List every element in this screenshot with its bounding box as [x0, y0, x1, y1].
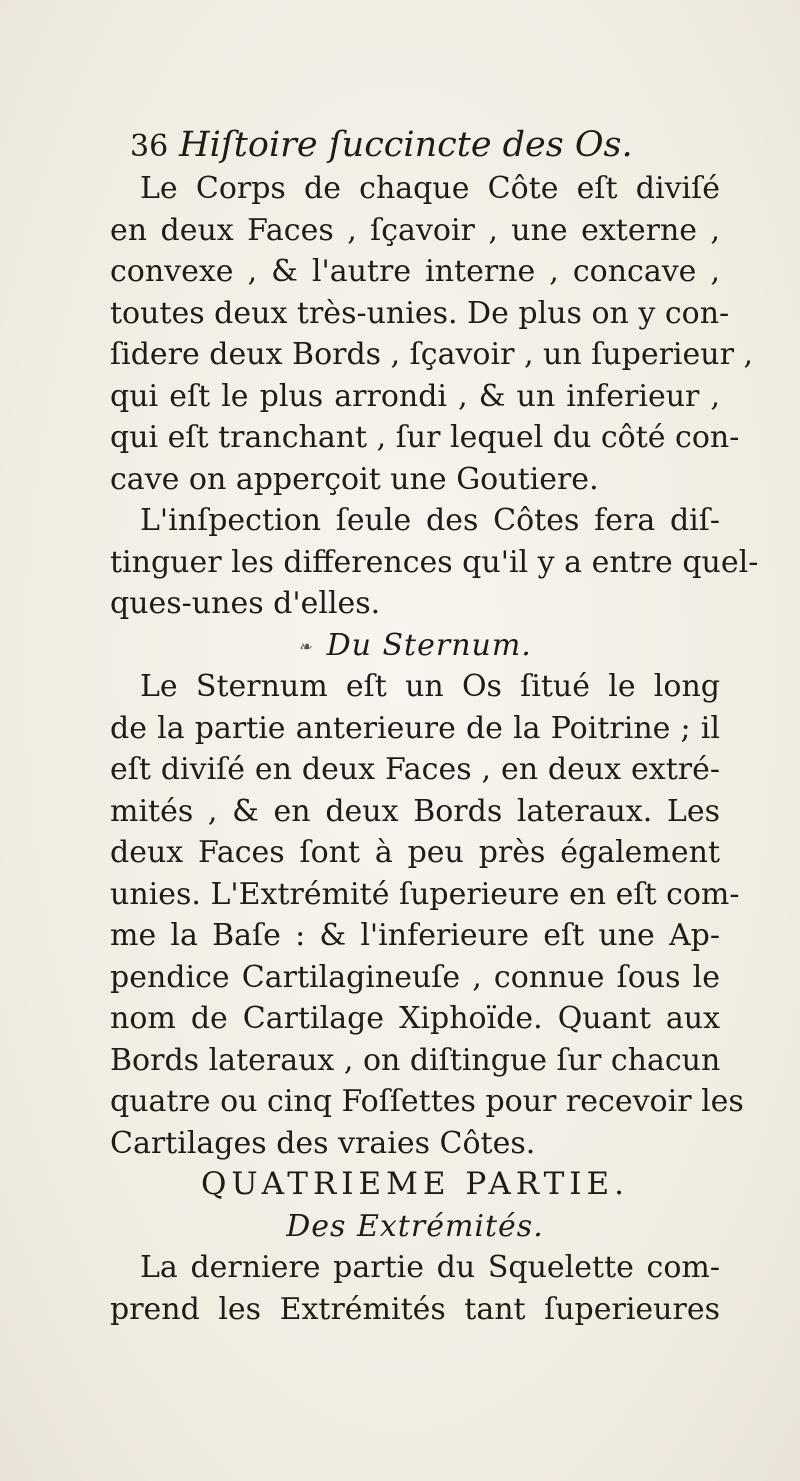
text-line: prend les Extrémités tant ſuperieures [110, 1291, 720, 1327]
subheading-extremites: Des Extrémités. [286, 1208, 544, 1244]
text-line: unies. L'Extrémité ſuperieure en eſt com- [110, 876, 740, 912]
text-line: L'inſpection ſeule des Côtes fera diſ- [140, 503, 720, 538]
page-text-block [110, 122, 759, 1330]
text-line: eſt diviſé en deux Faces , en deux extré- [110, 752, 720, 787]
running-header [130, 122, 720, 168]
page-number: 36 [130, 129, 169, 164]
text-line: deux Faces ſont à peu près également [110, 835, 720, 870]
text-line: tinguer les differences qu'il y a entre quel- [110, 544, 759, 580]
fleuron-icon: ❧ [298, 636, 313, 656]
text-line: en deux Faces , ſçavoir , une externe , [110, 212, 720, 248]
paragraph-corps [110, 168, 754, 500]
paragraph-final [110, 1247, 720, 1330]
text-line: cave on apperçoit une Goutiere. [110, 461, 599, 497]
text-line: quatre ou cinq Foſſettes pour recevoir les [110, 1084, 744, 1119]
subheading-sternum-text: Du Sternum. [326, 627, 532, 663]
text-line: qui eſt tranchant , ſur lequel du côté con- [110, 420, 740, 455]
text-line: de la partie anterieure de la Poitrine ; il [110, 710, 720, 746]
paragraph-inspection [110, 500, 759, 625]
text-line: Bords lateraux , on diſtingue ſur chacun [110, 1042, 721, 1078]
text-line: ques-unes d'elles. [110, 586, 381, 621]
text-line: Le Sternum eſt un Os ſitué le long [140, 669, 720, 704]
text-line: pendice Cartilagineuſe , connue ſous le [110, 959, 720, 995]
section-heading: QUATRIEME PARTIE. [201, 1166, 629, 1202]
text-line: mités , & en deux Bords lateraux. Les [110, 793, 720, 829]
text-line: convexe , & l'autre interne , concave , [110, 254, 720, 289]
subheading-sternum [110, 625, 720, 667]
running-title: Hiſtoire ſuccincte des Os. [179, 125, 633, 165]
text-line: nom de Cartilage Xiphoïde. Quant aux [110, 1001, 720, 1036]
text-line: La derniere partie du Squelette com- [140, 1250, 720, 1285]
text-line: qui eſt le plus arrondi , & un inferieur , [110, 378, 720, 414]
text-line: me la Baſe : & l'inferieure eſt une Ap- [110, 918, 720, 953]
text-line: Le Corps de chaque Côte eſt diviſé [140, 171, 720, 206]
text-line: Cartilages des vraies Côtes. [110, 1125, 536, 1161]
text-line: ſidere deux Bords , ſçavoir , un ſuperieur , [110, 337, 754, 372]
paragraph-sternum [110, 666, 744, 1164]
text-line: toutes deux très-unies. De plus on y con- [110, 295, 730, 331]
